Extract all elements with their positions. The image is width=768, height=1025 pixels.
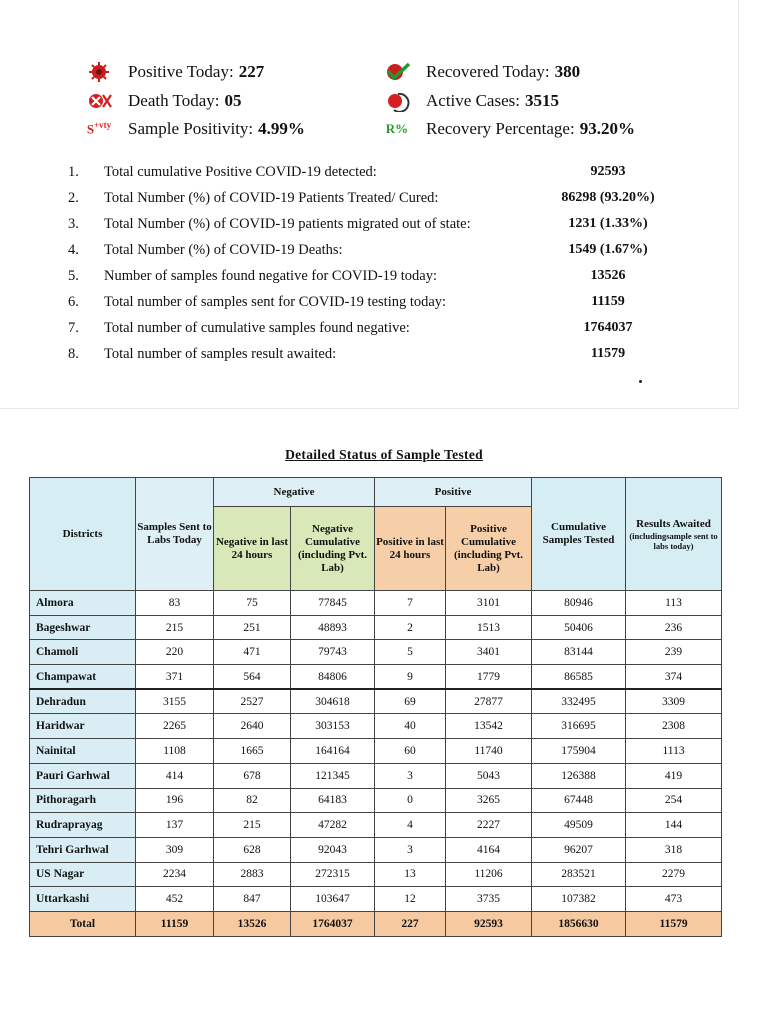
cumulative-tested-cell: 107382: [532, 887, 626, 912]
positive-cumulative-cell: 13542: [446, 714, 532, 739]
cumulative-tested-cell: 67448: [532, 788, 626, 813]
sample-positivity-label: Sample Positivity:: [128, 119, 254, 138]
summary-item-value: 92593: [590, 164, 626, 179]
results-awaited-note: (includingsample sent to labs today): [629, 530, 718, 551]
negative-cumulative-cell: 47282: [291, 813, 375, 838]
recovered-today-label: Recovered Today:: [426, 62, 550, 81]
positive-cumulative-cell: 5043: [446, 763, 532, 788]
table-row: [30, 862, 722, 887]
sample-positivity-value: 4.99%: [258, 119, 305, 138]
cumulative-tested-cell: 86585: [532, 665, 626, 690]
samples-sent-cell: 3155: [136, 689, 214, 714]
samples-sent-cell: 452: [136, 887, 214, 912]
cumulative-tested-cell: 126388: [532, 763, 626, 788]
virus-icon: [82, 61, 116, 83]
positive-24h-cell: 69: [375, 689, 446, 714]
table-row: [30, 739, 722, 764]
samples-sent-cell: 220: [136, 640, 214, 665]
recovery-percentage-value: 93.20%: [579, 119, 635, 138]
summary-item-value: 1549 (1.67%): [568, 242, 648, 257]
negative-cumulative-cell: 79743: [291, 640, 375, 665]
table-row: [30, 689, 722, 714]
summary-list: [68, 162, 708, 370]
total-row: [30, 911, 722, 936]
total-negative-cumulative: 1764037: [291, 911, 375, 936]
negative-24h-cell: 75: [214, 591, 291, 616]
samples-sent-cell: 2265: [136, 714, 214, 739]
summary-item: [68, 188, 708, 214]
samples-sent-cell: 309: [136, 837, 214, 862]
district-name: Chamoli: [30, 640, 136, 665]
summary-item-label: Total Number (%) of COVID-19 Patients Treated/ Cured:: [104, 190, 439, 206]
summary-item: [68, 266, 708, 292]
positive-today-label: Positive Today:: [128, 62, 234, 81]
death-cross-icon: [82, 90, 116, 112]
summary-item-label: Total cumulative Positive COVID-19 detected:: [104, 164, 377, 180]
negative-cumulative-cell: 103647: [291, 887, 375, 912]
summary-item-number: 8.: [68, 346, 79, 362]
sample-positivity-icon-letter: S: [86, 121, 95, 137]
results-awaited-cell: 254: [626, 788, 722, 813]
table-title: Detailed Status of Sample Tested: [285, 447, 483, 462]
sample-status-table: [29, 477, 722, 937]
positive-24h-cell: 3: [375, 763, 446, 788]
samples-sent-cell: 371: [136, 665, 214, 690]
negative-24h-cell: 847: [214, 887, 291, 912]
results-awaited-cell: 2279: [626, 862, 722, 887]
positive-24h-cell: 0: [375, 788, 446, 813]
positive-24h-cell: 3: [375, 837, 446, 862]
summary-item-value: 86298 (93.20%): [561, 190, 655, 205]
total-positive-cumulative: 92593: [446, 911, 532, 936]
positive-24h-cell: 5: [375, 640, 446, 665]
summary-item-number: 3.: [68, 216, 79, 232]
negative-24h-cell: 82: [214, 788, 291, 813]
header-positive-24h: Positive in last 24 hours: [375, 507, 446, 591]
district-name: Nainital: [30, 739, 136, 764]
header-positive-group: Positive: [375, 478, 532, 507]
samples-sent-cell: 414: [136, 763, 214, 788]
negative-cumulative-cell: 77845: [291, 591, 375, 616]
stat-active-cases: [380, 89, 559, 113]
summary-item: [68, 240, 708, 266]
negative-24h-cell: 564: [214, 665, 291, 690]
active-cases-icon: [380, 90, 414, 112]
results-awaited-cell: 419: [626, 763, 722, 788]
negative-cumulative-cell: 164164: [291, 739, 375, 764]
total-cumulative-tested: 1856630: [532, 911, 626, 936]
positive-cumulative-cell: 27877: [446, 689, 532, 714]
table-row: [30, 763, 722, 788]
header-positive-cumulative: Positive Cumulative (including Pvt. Lab): [446, 507, 532, 591]
summary-item-value: 13526: [590, 268, 626, 283]
summary-item: [68, 344, 708, 370]
negative-24h-cell: 2640: [214, 714, 291, 739]
results-awaited-title: Results Awaited: [636, 517, 711, 530]
summary-item: [68, 318, 708, 344]
summary-item-number: 4.: [68, 242, 79, 258]
recovery-percentage-icon: [380, 121, 414, 137]
district-name: Pithoragarh: [30, 788, 136, 813]
total-positive-24h: 227: [375, 911, 446, 936]
positive-24h-cell: 7: [375, 591, 446, 616]
samples-sent-cell: 1108: [136, 739, 214, 764]
district-name: Dehradun: [30, 689, 136, 714]
summary-item-number: 1.: [68, 164, 79, 180]
positive-cumulative-cell: 4164: [446, 837, 532, 862]
recovery-percentage-icon-text: R%: [385, 121, 409, 136]
table-row: [30, 615, 722, 640]
header-negative-24h: Negative in last 24 hours: [214, 507, 291, 591]
district-name: Tehri Garhwal: [30, 837, 136, 862]
negative-cumulative-cell: 121345: [291, 763, 375, 788]
summary-item-value: 11579: [590, 346, 626, 361]
positive-cumulative-cell: 11740: [446, 739, 532, 764]
active-cases-value: 3515: [524, 91, 559, 110]
negative-cumulative-cell: 64183: [291, 788, 375, 813]
header-negative-group: Negative: [214, 478, 375, 507]
results-awaited-cell: 3309: [626, 689, 722, 714]
negative-cumulative-cell: 92043: [291, 837, 375, 862]
summary-item-number: 5.: [68, 268, 79, 284]
positive-cumulative-cell: 3265: [446, 788, 532, 813]
district-name: Champawat: [30, 665, 136, 690]
header-negative-cumulative: Negative Cumulative (including Pvt. Lab): [291, 507, 375, 591]
recovered-today-value: 380: [554, 62, 581, 81]
summary-item-value: 1231 (1.33%): [568, 216, 648, 231]
summary-item-label: Total Number (%) of COVID-19 patients migrated out of state:: [104, 216, 471, 232]
positive-24h-cell: 60: [375, 739, 446, 764]
positive-cumulative-cell: 3401: [446, 640, 532, 665]
results-awaited-cell: 236: [626, 615, 722, 640]
positive-24h-cell: 13: [375, 862, 446, 887]
cumulative-tested-cell: 83144: [532, 640, 626, 665]
summary-item: [68, 292, 708, 318]
summary-item-number: 6.: [68, 294, 79, 310]
stray-dot: [639, 380, 642, 383]
results-awaited-cell: 374: [626, 665, 722, 690]
cumulative-tested-cell: 283521: [532, 862, 626, 887]
stat-recovery-percentage: [380, 117, 635, 141]
positive-24h-cell: 2: [375, 615, 446, 640]
negative-cumulative-cell: 303153: [291, 714, 375, 739]
total-samples-sent: 11159: [136, 911, 214, 936]
death-today-label: Death Today:: [128, 91, 220, 110]
summary-item-label: Total Number (%) of COVID-19 Deaths:: [104, 242, 343, 258]
samples-sent-cell: 196: [136, 788, 214, 813]
district-name: Uttarkashi: [30, 887, 136, 912]
header-results-awaited: [626, 478, 722, 591]
district-name: US Nagar: [30, 862, 136, 887]
results-awaited-cell: 144: [626, 813, 722, 838]
summary-item: [68, 214, 708, 240]
positive-24h-cell: 40: [375, 714, 446, 739]
cumulative-tested-cell: 49509: [532, 813, 626, 838]
district-name: Almora: [30, 591, 136, 616]
stat-recovered-today: [380, 60, 580, 84]
table-row: [30, 665, 722, 690]
summary-item-value: 1764037: [583, 320, 633, 335]
results-awaited-cell: 473: [626, 887, 722, 912]
summary-item-label: Total number of samples result awaited:: [104, 346, 337, 362]
recovered-check-icon: [380, 61, 414, 83]
negative-24h-cell: 215: [214, 813, 291, 838]
negative-cumulative-cell: 272315: [291, 862, 375, 887]
cumulative-tested-cell: 175904: [532, 739, 626, 764]
results-awaited-cell: 318: [626, 837, 722, 862]
samples-sent-cell: 137: [136, 813, 214, 838]
positive-cumulative-cell: 2227: [446, 813, 532, 838]
total-negative-24h: 13526: [214, 911, 291, 936]
negative-24h-cell: 1665: [214, 739, 291, 764]
cumulative-tested-cell: 80946: [532, 591, 626, 616]
recovery-percentage-label: Recovery Percentage:: [426, 119, 575, 138]
summary-item-number: 2.: [68, 190, 79, 206]
samples-sent-cell: 2234: [136, 862, 214, 887]
positive-24h-cell: 9: [375, 665, 446, 690]
positive-24h-cell: 12: [375, 887, 446, 912]
negative-24h-cell: 471: [214, 640, 291, 665]
negative-cumulative-cell: 84806: [291, 665, 375, 690]
positive-cumulative-cell: 11206: [446, 862, 532, 887]
sample-positivity-icon-sup: +vty: [94, 120, 112, 131]
table-row: [30, 887, 722, 912]
table-row: [30, 837, 722, 862]
header-samples-sent: Samples Sent to Labs Today: [136, 478, 214, 591]
district-name: Rudraprayag: [30, 813, 136, 838]
table-row: [30, 640, 722, 665]
positive-cumulative-cell: 1513: [446, 615, 532, 640]
negative-24h-cell: 251: [214, 615, 291, 640]
positive-today-value: 227: [238, 62, 265, 81]
results-awaited-cell: 2308: [626, 714, 722, 739]
sample-positivity-icon: [82, 120, 116, 137]
total-label: Total: [30, 911, 136, 936]
table-row: [30, 714, 722, 739]
negative-24h-cell: 2527: [214, 689, 291, 714]
cumulative-tested-cell: 332495: [532, 689, 626, 714]
district-name: Pauri Garhwal: [30, 763, 136, 788]
negative-24h-cell: 628: [214, 837, 291, 862]
total-results-awaited: 11579: [626, 911, 722, 936]
active-cases-label: Active Cases:: [426, 91, 520, 110]
summary-item: [68, 162, 708, 188]
summary-item-label: Total number of cumulative samples found negative:: [104, 320, 410, 336]
results-awaited-cell: 1113: [626, 739, 722, 764]
table-row: [30, 788, 722, 813]
samples-sent-cell: 83: [136, 591, 214, 616]
bulletin-summary-panel: [0, 0, 739, 409]
cumulative-tested-cell: 50406: [532, 615, 626, 640]
cumulative-tested-cell: 96207: [532, 837, 626, 862]
summary-item-value: 11159: [591, 294, 625, 309]
negative-24h-cell: 2883: [214, 862, 291, 887]
negative-cumulative-cell: 304618: [291, 689, 375, 714]
stat-sample-positivity: [82, 117, 305, 141]
positive-cumulative-cell: 3735: [446, 887, 532, 912]
positive-cumulative-cell: 1779: [446, 665, 532, 690]
header-cumulative-tested: Cumulative Samples Tested: [532, 478, 626, 591]
negative-24h-cell: 678: [214, 763, 291, 788]
table-row: [30, 813, 722, 838]
stat-positive-today: [82, 60, 264, 84]
cumulative-tested-cell: 316695: [532, 714, 626, 739]
negative-cumulative-cell: 48893: [291, 615, 375, 640]
positive-24h-cell: 4: [375, 813, 446, 838]
stat-death-today: [82, 89, 242, 113]
samples-sent-cell: 215: [136, 615, 214, 640]
summary-item-number: 7.: [68, 320, 79, 336]
district-name: Bageshwar: [30, 615, 136, 640]
death-today-value: 05: [224, 91, 242, 110]
district-name: Haridwar: [30, 714, 136, 739]
header-districts: Districts: [30, 478, 136, 591]
results-awaited-cell: 239: [626, 640, 722, 665]
summary-item-label: Number of samples found negative for COVID-19 today:: [104, 268, 438, 284]
table-row: [30, 591, 722, 616]
results-awaited-cell: 113: [626, 591, 722, 616]
summary-item-label: Total number of samples sent for COVID-19 testing today:: [104, 294, 447, 310]
positive-cumulative-cell: 3101: [446, 591, 532, 616]
